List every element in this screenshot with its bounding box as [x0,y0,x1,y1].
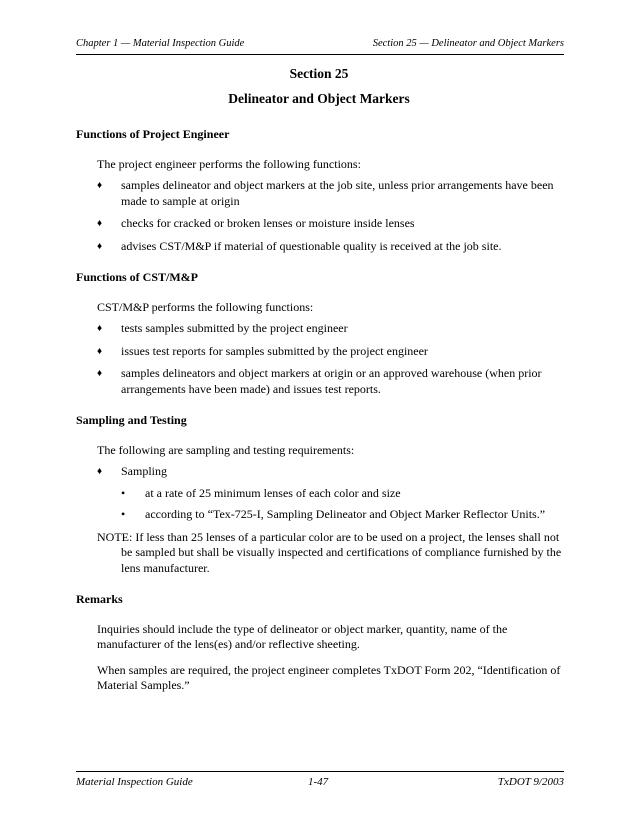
page-footer [76,771,564,788]
list-item [97,178,566,209]
diamond-bullet-icon: ♦ [97,466,103,477]
section-heading: Remarks [76,592,123,606]
section-remarks [76,592,566,694]
dot-bullet-icon: • [121,507,126,521]
list-item-text: samples delineator and object markers at the job site, unless prior arrangements have been made to sample at origin [121,178,554,208]
diamond-bullet-icon: ♦ [97,323,103,334]
section-intro: The following are sampling and testing requirements: [97,442,355,457]
sub-bullet-list [121,486,566,523]
page-number: 1-47 [308,776,329,788]
diamond-bullet-icon: ♦ [97,240,103,252]
list-item [97,344,566,360]
section-heading: Sampling and Testing [76,413,187,427]
header-chapter: Chapter 1 — Material Inspection Guide [76,38,245,49]
remarks-paragraph: When samples are required, the project engineer completes TxDOT Form 202, “Identification of Material Samples.” [97,662,561,692]
sub-list-item [121,486,566,502]
section-heading: Functions of CST/M&P [76,270,199,284]
page-header [76,38,564,55]
sub-list-item-text: at a rate of 25 minimum lenses of each color and size [145,485,401,500]
section-cstmp [76,270,566,397]
section-intro: CST/M&P performs the following functions: [97,299,314,314]
list-item [97,321,566,337]
section-heading: Functions of Project Engineer [76,127,230,141]
section-project-engineer [76,127,566,254]
page-body [76,127,566,710]
list-item [97,239,566,255]
diamond-bullet-icon: ♦ [97,345,103,357]
list-item [97,216,566,232]
list-item-text: issues test reports for samples submitted by the project engineer [121,343,428,358]
dot-bullet-icon: • [121,485,126,500]
note-text: NOTE: If less than 25 lenses of a particular color are to be used on a project, the lenses shall not be sampled but shall be visually inspected and certifications of compliance furnished by the lens manufacturer. [97,529,562,575]
bullet-list [97,321,566,397]
sub-list-item-text: according to “Tex-725-I, Sampling Delineator and Object Marker Reflector Units.” [145,507,546,521]
header-section: Section 25 — Delineator and Object Markers [372,38,564,49]
list-item [97,464,566,523]
diamond-bullet-icon: ♦ [97,368,103,379]
section-title: Delineator and Object Markers [228,91,410,106]
list-item-text: tests samples submitted by the project engineer [121,321,348,335]
list-item-text: Sampling [121,464,168,478]
footer-date: TxDOT 9/2003 [497,776,564,788]
bullet-list [97,464,566,523]
section-sampling [76,413,566,576]
section-number: Section 25 [289,66,349,81]
bullet-list [97,178,566,254]
list-item [97,366,566,397]
list-item-text: checks for cracked or broken lenses or moisture inside lenses [121,216,415,230]
footer-guide-name: Material Inspection Guide [76,776,193,788]
sub-list-item [121,507,566,523]
list-item-text: advises CST/M&P if material of questionable quality is received at the job site. [121,238,502,253]
diamond-bullet-icon: ♦ [97,180,103,191]
list-item-text: samples delineators and object markers at origin or an approved warehouse (when prior arrangements have been made) and issues test reports. [121,366,542,396]
remarks-paragraph: Inquiries should include the type of delineator or object marker, quantity, name of the manufacturer of the lens(es) and/or reflective sheeting. [97,621,508,651]
diamond-bullet-icon: ♦ [97,218,103,229]
section-intro: The project engineer performs the following functions: [97,156,361,171]
